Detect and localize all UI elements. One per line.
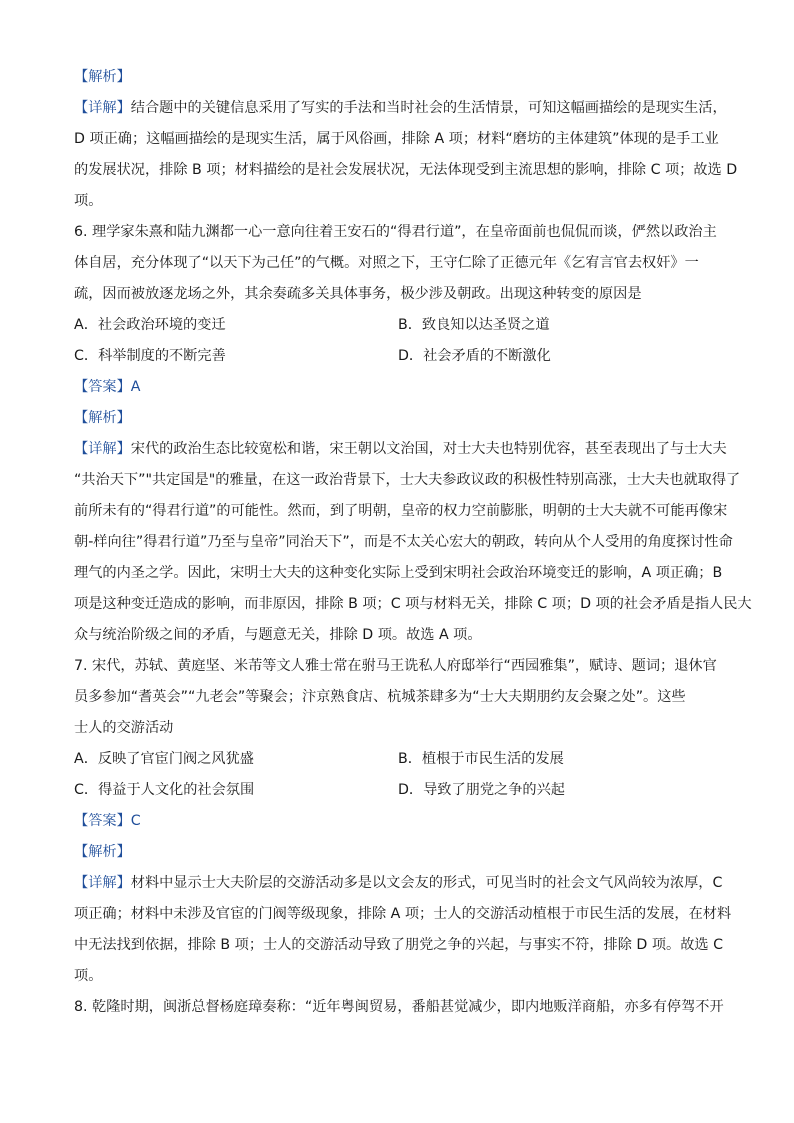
section-tag: 【答案】A (74, 379, 141, 395)
text-line: 朝-样向往”得君行道”乃至与皇帝”同治天下”，而是不太关心宏大的朝政，转向从个人受用的角度探讨性命 (74, 534, 733, 550)
text-line: 疏，因而被放逐龙场之外，其余奏疏多关具体事务，极少涉及朝政。出现这种转变的原因是 (74, 286, 642, 302)
text-line: 前所未有的“得君行道”的可能性。然而，到了明朝，皇帝的权力空前膨胀，明朝的士大夫就不可能再像宋 (74, 503, 728, 519)
option-row (74, 310, 724, 341)
text-line: 6. 理学家朱熹和陆九渊都一心一意向往着王安石的“得君行道”，在皇帝面前也侃侃而谈，俨然以政治主 (74, 224, 717, 240)
text-line: 理气的内圣之学。因此，宋明士大夫的这种变化实际上受到宋明社会政治环境变迁的影响，A 项正确；B (74, 565, 723, 581)
text-line: 员多参加“耆英会”“九老会”等聚会；汴京熟食店、杭城茶肆多为“士大夫期朋约友会聚之处”。这些 (74, 689, 686, 705)
text-line (74, 868, 724, 899)
option-right: B．致良知以达圣贤之道 (398, 317, 550, 333)
text-line: 8. 乾隆时期，闽浙总督杨庭璋奏称：“近年粤闽贸易，番船甚觉减少，即内地贩洋商船，亦多有停驾不开 (74, 999, 724, 1015)
option-left: A．反映了官宦门阀之风犹盛 (74, 751, 254, 767)
line-text: 结合题中的关键信息采用了写实的手法和当时社会的生活情景，可知这幅画描绘的是现实生活， (130, 100, 727, 116)
text-line: 项。 (74, 968, 103, 984)
text-line (74, 434, 727, 465)
option-right: B．植根于市民生活的发展 (398, 751, 564, 767)
text-line: 众与统治阶级之间的矛盾，与题意无关，排除 D 项。故选 A 项。 (74, 627, 482, 643)
text-line: 项是这种变迁造成的影响，而非原因，排除 B 项；C 项与材料无关，排除 C 项；D 项的社会矛盾是指人民大 (74, 596, 752, 612)
section-tag: 【详解】 (74, 441, 131, 457)
text-line: 7. 宋代，苏轼、黄庭坚、米芾等文人雅士常在驸马王诜私人府邸举行“西园雅集”，赋诗、题词；退休官 (74, 658, 717, 674)
document-body (74, 62, 752, 1023)
section-tag: 【解析】 (74, 69, 131, 85)
text-line: 中无法找到依据，排除 B 项；士人的交游活动导致了朋党之争的兴起，与事实不符，排除 D 项。故选 C (74, 937, 723, 953)
text-line: 项。 (74, 193, 103, 209)
line-text: 材料中显示士大夫阶层的交游活动多是以文会友的形式，可见当时的社会文气风尚较为浓厚，C (130, 875, 723, 891)
text-line: 项正确；材料中未涉及官宦的门阀等级现象，排除 A 项；士人的交游活动植根于市民生活的发展，在材料 (74, 906, 732, 922)
section-tag: 【解析】 (74, 844, 131, 860)
text-line: 体自居，充分体现了“以天下为己任”的气概。对照之下，王守仁除了正德元年《乞宥言官去权奸》一 (74, 255, 699, 271)
line-text: 宋代的政治生态比较宽松和谐，宋王朝以文治国，对士大夫也特别优容，甚至表现出了与士大夫 (130, 441, 727, 457)
section-tag: 【详解】 (74, 100, 131, 116)
section-tag: 【详解】 (74, 875, 131, 891)
option-row (74, 744, 724, 775)
text-line: “共治天下”"共定国是"的雅量，在这一政治背景下，士大夫参政议政的积极性特别高涨，士大夫也就取得了 (74, 472, 741, 488)
option-row (74, 341, 724, 372)
option-left: A．社会政治环境的变迁 (74, 317, 226, 333)
section-tag: 【答案】C (74, 813, 141, 829)
option-left: C．科举制度的不断完善 (74, 348, 226, 364)
section-tag: 【解析】 (74, 410, 131, 426)
text-line: D 项正确；这幅画描绘的是现实生活，属于风俗画，排除 A 项；材料“磨坊的主体建筑”体现的是手工业 (74, 131, 719, 147)
option-left: C．得益于人文化的社会氛围 (74, 782, 255, 798)
text-line: 的发展状况，排除 B 项；材料描绘的是社会发展状况，无法体现受到主流思想的影响，排除 C 项；故选 D (74, 162, 738, 178)
option-right: D．导致了朋党之争的兴起 (398, 782, 565, 798)
option-right: D．社会矛盾的不断激化 (398, 348, 551, 364)
option-row (74, 775, 724, 806)
text-line: 士人的交游活动 (74, 720, 174, 736)
text-line (74, 93, 727, 124)
